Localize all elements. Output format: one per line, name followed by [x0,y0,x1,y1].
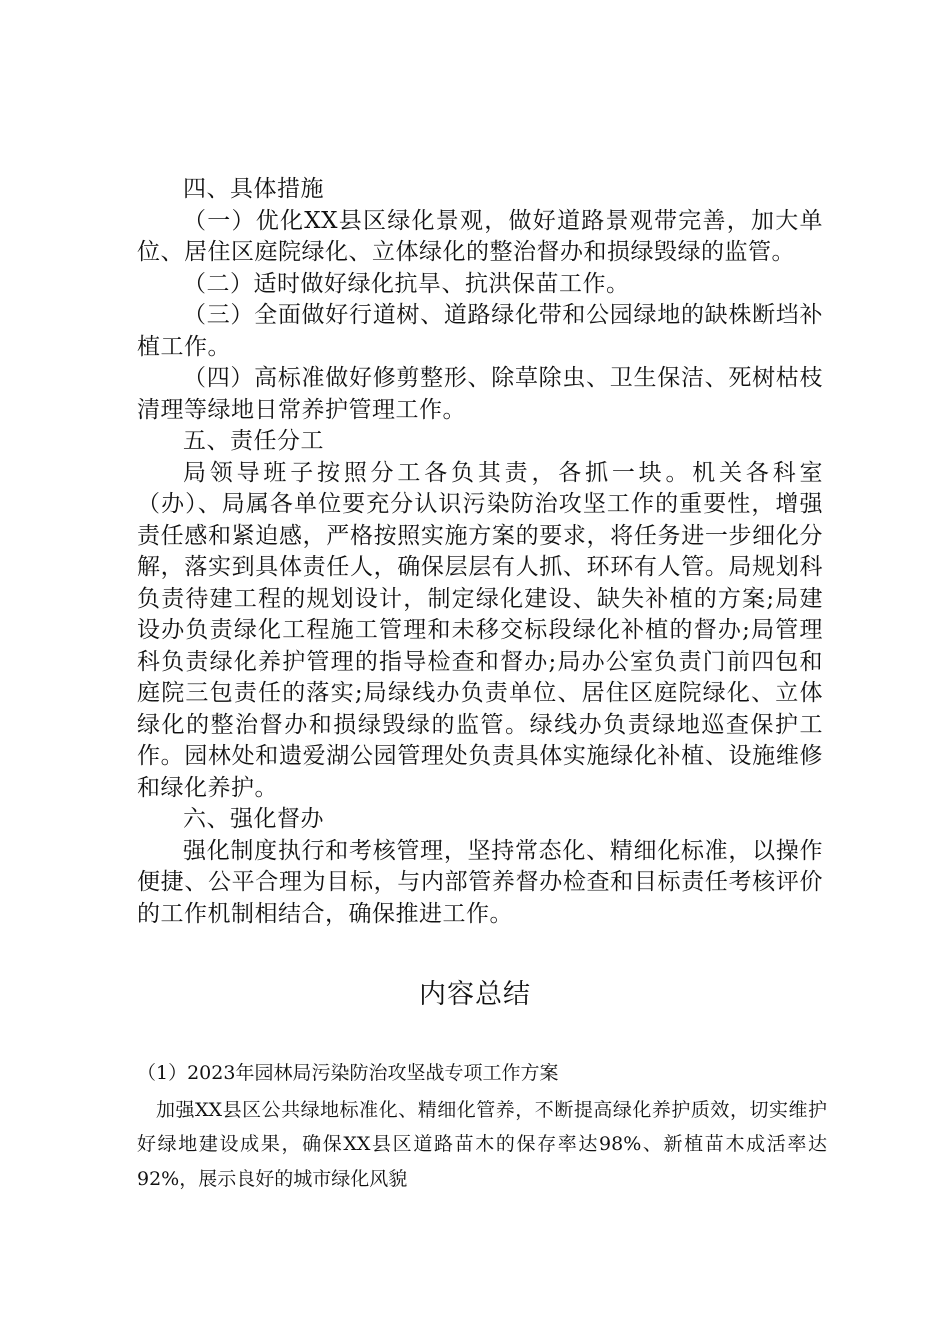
summary-item-body: 加强XX县区公共绿地标准化、精细化管养，不断提高绿化养护质效，切实维护好绿地建设成果，确保XX县区道路苗木的保存率达98%、新植苗木成活率达92%，展示良好的城市绿化风貌 [137,1098,827,1190]
document-body [137,174,823,930]
measure-1: （一）优化XX县区绿化景观，做好道路景观带完善，加大单位、居住区庭院绿化、立体绿化的整治督办和损绿毁绿的监管。 [137,207,823,265]
summary-section [137,1056,827,1196]
section-heading-4: 四、具体措施 [183,176,324,202]
measure-4: （四）高标准做好修剪整形、除草除虫、卫生保洁、死树枯枝清理等绿地日常养护管理工作。 [137,365,823,423]
section-heading-6: 六、强化督办 [183,806,324,832]
supervision-paragraph: 强化制度执行和考核管理，坚持常态化、精细化标准，以操作便捷、公平合理为目标，与内部管养督办检查和目标责任考核评价的工作机制相结合，确保推进工作。 [137,837,823,927]
measure-3: （三）全面做好行道树、道路绿化带和公园绿地的缺株断垱补植工作。 [137,302,823,360]
summary-title: 内容总结 [419,979,531,1010]
responsibility-paragraph: 局领导班子按照分工各负其责，各抓一块。机关各科室（办）、局属各单位要充分认识污染防治攻坚工作的重要性，增强责任感和紧迫感，严格按照实施方案的要求，将任务进一步细化分解，落实到具体责任人，确保层层有人抓、环环有人管。局规划科负责待建工程的规划设计，制定绿化建设、缺失补植的方案;局建设办负责绿化工程施工管理和未移交标段绿化补植的督办;局管理科负责绿化养护管理的指导检查和督办;局办公室负责门前四包和庭院三包责任的落实;局绿线办负责单位、居住区庭院绿化、立体绿化的整治督办和损绿毁绿的监管。绿线办负责绿地巡查保护工作。园林处和遗爱湖公园管理处负责具体实施绿化补植、设施维修和绿化养护。 [137,459,823,801]
section-heading-5: 五、责任分工 [183,428,324,454]
summary-item-title: （1）2023年园林局污染防治攻坚战专项工作方案 [137,1062,559,1084]
measure-2: （二）适时做好绿化抗旱、抗洪保苗工作。 [183,270,630,297]
